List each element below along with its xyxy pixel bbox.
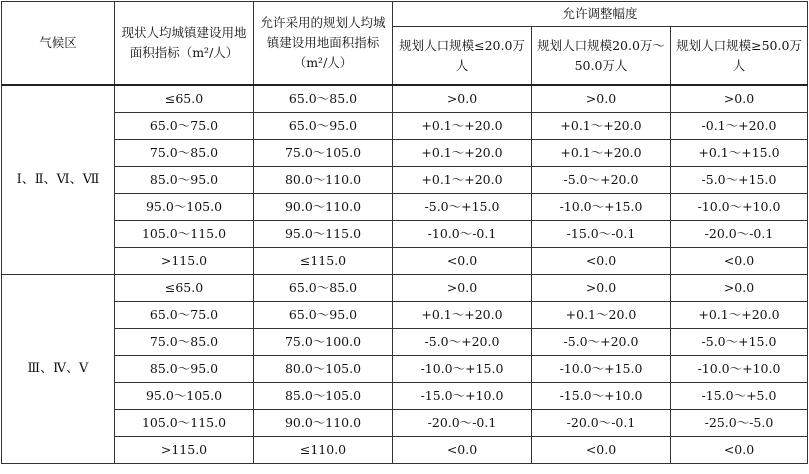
adjust-mid-cell: >0.0 <box>532 275 671 302</box>
table-row <box>2 437 808 464</box>
header-current-area: 现状人均城镇建设用地面积指标（m²/人） <box>115 2 254 86</box>
table-row <box>2 410 808 437</box>
current-area-cell: ≤65.0 <box>115 85 254 113</box>
adjust-large-cell: <0.0 <box>671 248 808 275</box>
land-use-adjustment-table <box>1 1 808 464</box>
table-row <box>2 113 808 140</box>
adjust-mid-cell: -20.0～-0.1 <box>532 410 671 437</box>
adjust-large-cell: +0.1～+20.0 <box>671 302 808 329</box>
climate-zone-cell: Ⅰ、Ⅱ、Ⅵ、Ⅶ <box>2 85 115 275</box>
current-area-cell: 105.0～115.0 <box>115 221 254 248</box>
table-row <box>2 329 808 356</box>
adjust-mid-cell: -10.0～+15.0 <box>532 194 671 221</box>
current-area-cell: ≤65.0 <box>115 275 254 302</box>
allowed-area-cell: ≤115.0 <box>254 248 393 275</box>
allowed-area-cell: 65.0～85.0 <box>254 275 393 302</box>
adjust-large-cell: <0.0 <box>671 437 808 464</box>
adjust-large-cell: -15.0～+5.0 <box>671 383 808 410</box>
adjust-large-cell: -10.0～+10.0 <box>671 356 808 383</box>
adjust-mid-cell: >0.0 <box>532 85 671 113</box>
adjust-small-cell: -5.0～+15.0 <box>393 194 532 221</box>
adjust-mid-cell: +0.1～+20.0 <box>532 113 671 140</box>
adjust-large-cell: -10.0～+10.0 <box>671 194 808 221</box>
adjust-small-cell: -20.0～-0.1 <box>393 410 532 437</box>
adjust-large-cell: -20.0～-0.1 <box>671 221 808 248</box>
current-area-cell: 65.0～75.0 <box>115 302 254 329</box>
current-area-cell: 75.0～85.0 <box>115 329 254 356</box>
table-row <box>2 383 808 410</box>
header-pop-large: 规划人口规模≥50.0万人 <box>671 27 808 86</box>
table-body <box>2 85 808 464</box>
adjust-large-cell: -5.0～+15.0 <box>671 167 808 194</box>
header-adjust-range: 允许调整幅度 <box>393 2 808 27</box>
adjust-mid-cell: -15.0～-0.1 <box>532 221 671 248</box>
header-row-1 <box>2 2 808 27</box>
adjust-mid-cell: -5.0～+20.0 <box>532 167 671 194</box>
table-row <box>2 85 808 113</box>
adjust-large-cell: -25.0～-5.0 <box>671 410 808 437</box>
adjust-small-cell: <0.0 <box>393 437 532 464</box>
adjust-small-cell: -15.0～+10.0 <box>393 383 532 410</box>
adjust-mid-cell: <0.0 <box>532 437 671 464</box>
adjust-mid-cell: -10.0～+15.0 <box>532 356 671 383</box>
adjust-mid-cell: +0.1～+20.0 <box>532 140 671 167</box>
adjust-small-cell: +0.1～+20.0 <box>393 167 532 194</box>
adjust-large-cell: >0.0 <box>671 85 808 113</box>
adjust-small-cell: >0.0 <box>393 85 532 113</box>
adjust-mid-cell: <0.0 <box>532 248 671 275</box>
adjust-mid-cell: -15.0～+10.0 <box>532 383 671 410</box>
allowed-area-cell: ≤110.0 <box>254 437 393 464</box>
table-row <box>2 140 808 167</box>
table-row <box>2 248 808 275</box>
allowed-area-cell: 80.0～105.0 <box>254 356 393 383</box>
current-area-cell: 75.0～85.0 <box>115 140 254 167</box>
header-allowed-area: 允许采用的规划人均城镇建设用地面积指标（m²/人） <box>254 2 393 86</box>
allowed-area-cell: 75.0～105.0 <box>254 140 393 167</box>
table-row <box>2 275 808 302</box>
allowed-area-cell: 90.0～110.0 <box>254 194 393 221</box>
adjust-large-cell: >0.0 <box>671 275 808 302</box>
current-area-cell: 65.0～75.0 <box>115 113 254 140</box>
adjust-large-cell: -5.0～+15.0 <box>671 329 808 356</box>
current-area-cell: 95.0～105.0 <box>115 194 254 221</box>
header-pop-mid: 规划人口规模20.0万～50.0万人 <box>532 27 671 86</box>
table-row <box>2 302 808 329</box>
adjust-small-cell: <0.0 <box>393 248 532 275</box>
table-row <box>2 356 808 383</box>
adjust-small-cell: +0.1～+20.0 <box>393 302 532 329</box>
allowed-area-cell: 95.0～115.0 <box>254 221 393 248</box>
allowed-area-cell: 75.0～100.0 <box>254 329 393 356</box>
current-area-cell: 105.0～115.0 <box>115 410 254 437</box>
adjust-large-cell: -0.1～+20.0 <box>671 113 808 140</box>
adjust-small-cell: -10.0～+15.0 <box>393 356 532 383</box>
adjust-small-cell: >0.0 <box>393 275 532 302</box>
current-area-cell: >115.0 <box>115 248 254 275</box>
allowed-area-cell: 65.0～95.0 <box>254 302 393 329</box>
adjust-small-cell: -5.0～+20.0 <box>393 329 532 356</box>
adjust-large-cell: +0.1～+15.0 <box>671 140 808 167</box>
allowed-area-cell: 90.0～110.0 <box>254 410 393 437</box>
current-area-cell: >115.0 <box>115 437 254 464</box>
current-area-cell: 95.0～105.0 <box>115 383 254 410</box>
allowed-area-cell: 65.0～95.0 <box>254 113 393 140</box>
allowed-area-cell: 80.0～110.0 <box>254 167 393 194</box>
allowed-area-cell: 65.0～85.0 <box>254 85 393 113</box>
table-header <box>2 2 808 86</box>
current-area-cell: 85.0～95.0 <box>115 167 254 194</box>
header-climate-zone: 气候区 <box>2 2 115 86</box>
adjust-mid-cell: -5.0～+20.0 <box>532 329 671 356</box>
table-row <box>2 194 808 221</box>
header-pop-small: 规划人口规模≤20.0万人 <box>393 27 532 86</box>
current-area-cell: 85.0～95.0 <box>115 356 254 383</box>
allowed-area-cell: 85.0～105.0 <box>254 383 393 410</box>
adjust-mid-cell: +0.1～20.0 <box>532 302 671 329</box>
table-row <box>2 167 808 194</box>
adjust-small-cell: -10.0～-0.1 <box>393 221 532 248</box>
standards-table-container <box>1 1 807 464</box>
adjust-small-cell: +0.1～+20.0 <box>393 113 532 140</box>
table-row <box>2 221 808 248</box>
climate-zone-cell: Ⅲ、Ⅳ、Ⅴ <box>2 275 115 464</box>
adjust-small-cell: +0.1～+20.0 <box>393 140 532 167</box>
